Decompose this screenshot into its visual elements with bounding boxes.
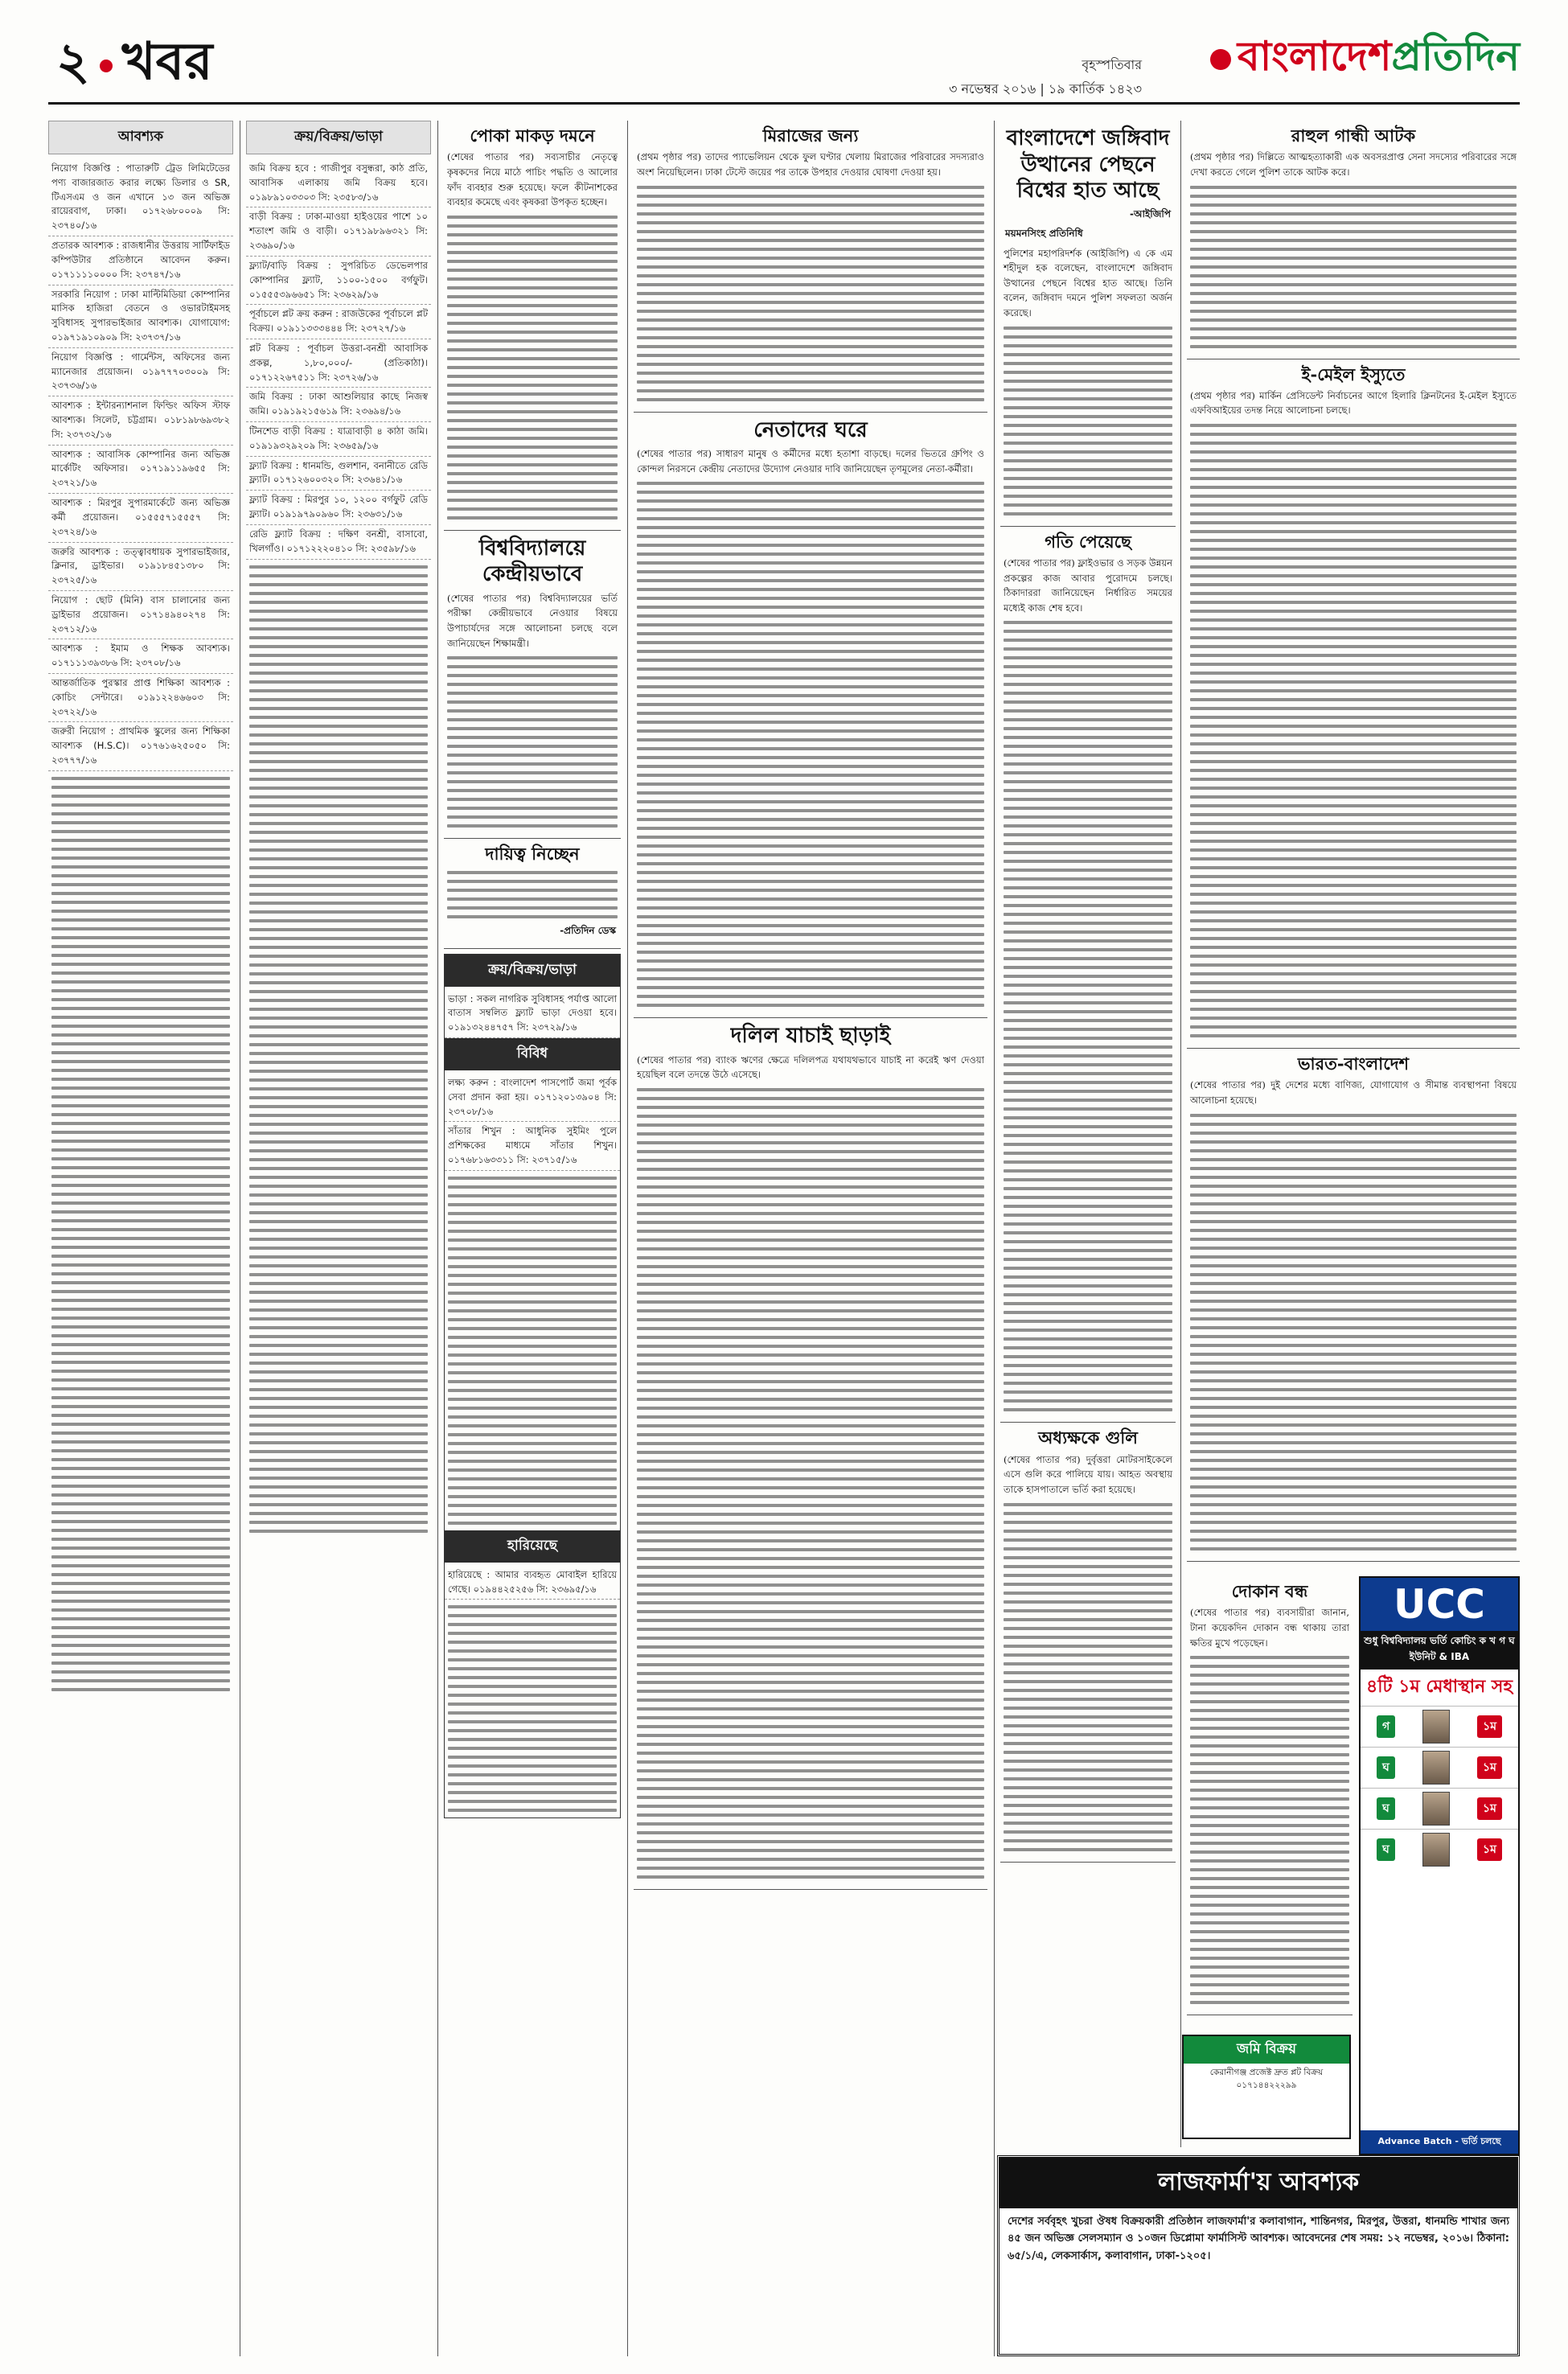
text-filler <box>445 1177 620 1525</box>
ucc-unit-label: গ <box>1377 1715 1395 1738</box>
ucc-highlight: ৪টি ১ম মেধাস্থান সহ <box>1365 1677 1513 1697</box>
text-filler <box>634 482 987 1007</box>
lazz-pharma-ad <box>997 2155 1520 2356</box>
classified-ad: আবশ্যক : আবাসিক কোম্পানির জন্য অভিজ্ঞ মার্কেটিং অফিসার। ০১৭১৯১১৯৬৫৫ সি: ২৩৭২১/১৬ <box>48 446 233 494</box>
headline: মিরাজের জন্য <box>762 125 859 146</box>
classified-ad: আবশ্যক : ইন্টারন্যাশনাল ফিল্ডিং অফিস স্টাফ আবশ্যক। সিলেট, চট্টগ্রাম। ০১৮১৯৮৬৯৩৮২ সি: ২৩৭৩২/১৬ <box>48 396 233 445</box>
student-photo <box>1422 1751 1450 1785</box>
classified-ad: জমি বিক্রয় হবে : গাজীপুর বসুন্ধরা, কাঠ প্রতি, আবাসিক এলাকায় জমি বিক্রয় হবে। ০১৯৮৯১০৩৩০৩ সি: ২৩৫৮৩/১৬ <box>246 159 431 207</box>
classified-ad: হারিয়েছে : আমার ব্যবহৃত মোবাইল হারিয়ে গেছে। ০১৯৪৪২৫২৫৬ সি: ২৩৬৯৫/১৬ <box>445 1566 620 1600</box>
ucc-result-row <box>1361 1747 1518 1788</box>
classified-ad: নিয়োগ : ছোট (মিনি) বাস চালানোর জন্য ড্রাইভার প্রয়োজন। ০১৭১৪৯৪০২৭৪ সি: ২৩৭১২/১৬ <box>48 591 233 639</box>
classified-ad: ভাড়া : সকল নাগরিক সুবিধাসহ পর্যাপ্ত আলো বাতাস সম্বলিত ফ্ল্যাট ভাড়া দেওয়া হবে। ০১৯১৩২৪৪৭৫৭ সি: ২৩৭২৯/১৬ <box>445 990 620 1038</box>
story-igp <box>1000 125 1176 527</box>
classified-ad: লক্ষ্য করুন : বাংলাদেশ পাসপোর্ট জমা পূর্বক সেবা প্রদান করা হয়। ০১৭১২০১৩৯০৪ সি: ২৩৭০৮/১৬ <box>445 1074 620 1122</box>
ucc-unit-label: ঘ <box>1377 1756 1395 1779</box>
misc-heading-misc: বিবিধ <box>445 1038 620 1070</box>
news-column-3 <box>1000 121 1176 2147</box>
classified-ad: টিনশেড বাড়ী বিক্রয় : যাত্রাবাড়ী ৪ কাঠা জমি। ০১৯১৯৩২৯২০৯ সি: ২৩৬৫৯/১৬ <box>246 422 431 457</box>
news-column-4 <box>1187 121 1520 1568</box>
student-photo <box>1422 1710 1450 1744</box>
text-filler <box>634 1088 987 1879</box>
page-number <box>56 23 212 109</box>
news-column-1 <box>444 121 621 2356</box>
ucc-position-label: ১ম <box>1477 1715 1502 1738</box>
story-body: (প্রথম পৃষ্ঠার পর) তাদের প্যাভেলিয়ন থেকে ফুল ঘণ্টার খেলায় মিরাজের পরিবারের সদস্যরাও অংশ নিয়েছিলেন। ঢাকা টেস্টে জয়ের পর তাকে উপহার দেওয়ার ঘোষণা দেওয়া হয়। <box>637 151 984 178</box>
headline: ভারত-বাংলাদেশ <box>1297 1054 1410 1074</box>
story-university <box>444 536 621 840</box>
land-ad-heading: জমি বিক্রয় <box>1184 2036 1349 2064</box>
bullet-icon <box>100 60 113 72</box>
story-shop-closed <box>1187 1581 1353 2015</box>
classified-ad: সরকারি নিয়োগ : ঢাকা মাল্টিমিডিয়া কোম্পানির মাসিক হাজিরা বেতনে ও ওভারটাইমসহ সুবিধাসহ সুপারভাইজার আবশ্যক। যোগাযোগ: ০১৯৭১৯১০৯০৯ সি: ২৩৭৩৭/১৬ <box>48 285 233 348</box>
story-body: (শেষের পাতার পর) বিশ্ববিদ্যালয়ের ভর্তি পরীক্ষা কেন্দ্রীয়ভাবে নেওয়ার বিষয়ে উপাচার্যদের সঙ্গে আলোচনা চলছে বলে জানিয়েছেন শিক্ষামন্ত্রী। <box>447 592 618 649</box>
headline: পোকা মাকড় দমনে <box>470 125 595 146</box>
classified-ad: ফ্ল্যাট বিক্রয় : ধানমন্ডি, গুলশান, বনানীতে রেডি ফ্ল্যাট। ০১৭১২৬০০৩২০ সি: ২৩৬৪১/১৬ <box>246 457 431 491</box>
story-body: (প্রথম পৃষ্ঠার পর) দিল্লিতে আত্মহত্যাকারী এক অবসরপ্রাপ্ত সেনা সদস্যের পরিবারের সঙ্গে দেখা করতে গেলে পুলিশ তাকে আটক করে। <box>1190 151 1517 178</box>
story-body: (শেষের পাতার পর) ব্যাংক ঋণের ক্ষেত্রে দলিলপত্র যথাযথভাবে যাচাই না করেই ঋণ দেওয়া হয়েছিল বলে তদন্তে উঠে এসেছে। <box>637 1054 984 1081</box>
text-filler <box>1187 186 1520 348</box>
lazz-ad-text: দেশের সর্ববৃহৎ খুচরা ঔষধ বিক্রয়কারী প্রতিষ্ঠান লাজফার্মা'র কলাবাগান, শান্তিনগর, মিরপুর, উত্তরা, ধানমন্ডি শাখার জন্য ৪৫ জন অভিজ্ঞ সেলসম্যান ও ১০জন ডিপ্লোমা ফার্মাসিস্ট আবশ্যক। আবেদনের শেষ সময়: ১২ নভেম্বর, ২০১৬। ঠিকানা: ৬৫/১/এ, লেকসার্কাস, কলাবাগান, ঢাকা-১২০৫। <box>1008 2216 1509 2262</box>
classified-ad: নিয়োগ বিজ্ঞপ্তি : গার্মেন্টস, অফিসের জন্য ম্যানেজার প্রয়োজন। ০১৯৭৭৭০৩০০৯ সি: ২৩৭৩৬/১৬ <box>48 348 233 396</box>
story-rahul <box>1187 125 1520 359</box>
section-name: খবর <box>121 31 213 92</box>
text-filler <box>1187 424 1520 1037</box>
classifieds-misc-box <box>444 954 621 1819</box>
story-body: পুলিশের মহাপরিদর্শক (আইজিপি) এ কে এম শহীদুল হক বলেছেন, বাংলাদেশে জঙ্গিবাদ উত্থানের পেছনে বিশ্বের হাত আছে। তিনি বলেন, জঙ্গিবাদ দমনে পুলিশ সফলতা অর্জন করেছে। <box>1004 247 1172 318</box>
classifieds-jobs-column <box>48 121 233 2356</box>
story-email <box>1187 364 1520 1049</box>
sale-heading: ক্রয়/বিক্রয়/ভাড়া <box>246 121 431 154</box>
land-sale-ad <box>1182 2035 1351 2139</box>
jobs-heading: আবশ্যক <box>48 121 233 154</box>
story-leaders <box>634 417 987 1019</box>
story-body: (শেষের পাতার পর) দুই দেশের মধ্যে বাণিজ্য, যোগাযোগ ও সীমান্ত ব্যবস্থাপনা বিষয়ে আলোচনা হয়েছে। <box>1190 1079 1517 1106</box>
text-filler <box>246 565 431 1533</box>
classified-ad: প্রতারক আবশ্যক : রাজধানীর উত্তরায় সার্টিফাইড কম্পিউটার প্রতিষ্ঠানে আবেদন করুন। ০১৭১১১১০০০০ সি: ২৩৭৪৭/১৬ <box>48 236 233 285</box>
classified-ad: জরুরি আবশ্যক : তত্ত্বাবধায়ক সুপারভাইজার, ক্লিনার, ড্রাইভার। ০১৯১৮৪৫১৩৮০ সি: ২৩৭২৫/১৬ <box>48 543 233 591</box>
ucc-unit-label: ঘ <box>1377 1797 1395 1820</box>
logo-globe-icon <box>1210 49 1231 70</box>
story-body: (শেষের পাতার পর) সব্যসাচীর নেতৃত্বে কৃষকদের নিয়ে মাঠে পাচিং পদ্ধতি ও আলোর ফাঁদ ব্যবহার শুরু হয়েছে। ফলে কীটনাশকের ব্যবহার কমেছে এবং কৃষকরা উপকৃত হচ্ছেন। <box>447 151 618 208</box>
text-filler <box>48 777 233 1691</box>
misc-heading-rent: ক্রয়/বিক্রয়/ভাড়া <box>445 955 620 987</box>
student-photo <box>1422 1833 1450 1867</box>
story-body: (প্রথম পৃষ্ঠার পর) মার্কিন প্রেসিডেন্ট নির্বাচনের আগে হিলারি ক্লিনটনের ই-মেইল ইস্যুতে এফবিআইয়ের তদন্ত নিয়ে আলোচনা চলছে। <box>1190 389 1517 417</box>
student-photo <box>1422 1792 1450 1826</box>
text-filler <box>634 186 987 401</box>
classified-ad: আবশ্যক : ইমাম ও শিক্ষক আবশ্যক। ০১৭১১১৩৯৩৮৬ সি: ২৩৭০৮/১৬ <box>48 639 233 674</box>
issue-day: বৃহস্পতিবার <box>1082 57 1142 72</box>
classified-ad: জমি বিক্রয় : ঢাকা আশুলিয়ার কাছে নিজস্ব জমি। ০১৯১৯২১৫৬১৯ সি: ২৩৬৯৪/১৬ <box>246 388 431 422</box>
dateline: ময়মনসিংহ প্রতিনিধি <box>1005 227 1083 239</box>
story-principal <box>1000 1427 1176 1862</box>
column-divider <box>437 121 438 2356</box>
ucc-unit-label: ঘ <box>1377 1838 1395 1861</box>
story-body: (শেষের পাতার পর) সাধারণ মানুষ ও কর্মীদের মধ্যে হতাশা বাড়ছে। দলের ভিতরে গ্রুপিং ও কোন্দল নিরসনে কেন্দ্রীয় নেতাদের উদ্যোগ নেওয়ার দাবি জানিয়েছেন তৃণমূলের নেতা-কর্মীরা। <box>637 448 984 474</box>
ucc-result-row <box>1361 1788 1518 1829</box>
headline: নেতাদের ঘরে <box>753 417 868 442</box>
news-column-2 <box>634 121 987 2356</box>
headline: দলিল যাচাই ছাড়াই <box>730 1024 891 1049</box>
ucc-result-row <box>1361 1706 1518 1747</box>
issue-date: ৩ নভেম্বর ২০১৬ | ১৯ কার্তিক ১৪২৩ <box>949 81 1142 97</box>
headline: অধ্যক্ষকে গুলি <box>1038 1427 1138 1448</box>
column-divider <box>1180 121 1181 2147</box>
classified-ad: আন্তর্জাতিক পুরস্কার প্রাপ্ত শিক্ষিকা আবশ্যক : কোচিং সেন্টারে। ০১৯১২২৪৬৬০৩ সি: ২৩৭২২/১৬ <box>48 674 233 722</box>
classified-ad: রেডি ফ্ল্যাট বিক্রয় : দক্ষিণ বনশ্রী, বাসাবো, খিলগাঁও। ০১৭১২২২০৪১০ সি: ২৩৫৯৮/১৬ <box>246 525 431 560</box>
column-divider <box>627 121 628 2356</box>
headline: দায়িত্ব নিচ্ছেন <box>485 844 580 865</box>
headline: গতি পেয়েছে <box>1045 531 1131 552</box>
ucc-result-row <box>1361 1829 1518 1870</box>
ucc-logo: UCC <box>1361 1578 1518 1631</box>
text-filler <box>444 656 621 828</box>
text-filler <box>1000 1503 1176 1851</box>
classified-ad: জরুরী নিয়োগ : প্রাথমিক স্কুলের জন্য শিক্ষিকা আবশ্যক (H.S.C)। ০১৭৬১৬২৫০৫০ সি: ২৩৭৭৭/১৬ <box>48 722 233 770</box>
headline: বিশ্ববিদ্যালয়ে কেন্দ্রীয়ভাবে <box>478 536 586 587</box>
story-body: (শেষের পাতার পর) ব্যবসায়ীরা জানান, টানা কয়েকদিন দোকান বন্ধ থাকায় তারা ক্ষতির মুখে পড়েছেন। <box>1190 1607 1349 1649</box>
classified-ad: আবশ্যক : মিরপুর সুপারমার্কেটে জন্য অভিজ্ঞ কর্মী প্রয়োজন। ০১৫৫৫৭১৫৫৫৭ সি: ২৩৭২৪/১৬ <box>48 494 233 542</box>
classified-ad: বাড়ী বিক্রয় : ঢাকা-মাওয়া হাইওয়ের পাশে ১০ শতাংশ জমি ও বাড়ী। ০১৭১৯৮৯৬৩২১ সি: ২৩৬৯০/১৬ <box>246 207 431 256</box>
story-responsibility <box>444 844 621 948</box>
logo-text-part2: প্রতিদিন <box>1391 31 1520 80</box>
ucc-footer: Advance Batch - ভর্তি চলছে <box>1361 2130 1518 2154</box>
story-pest-control <box>444 125 621 531</box>
text-filler <box>1000 621 1176 1411</box>
news-column-5 <box>1187 1576 1353 2027</box>
headline: ই-মেইল ইস্যুতে <box>1301 363 1406 384</box>
text-filler <box>1187 1114 1520 1550</box>
text-filler <box>1187 1656 1353 2004</box>
text-filler <box>1000 327 1176 515</box>
story-india-bangladesh <box>1187 1054 1520 1562</box>
misc-heading-lost: হারিয়েছে <box>445 1530 620 1563</box>
headline: দোকান বন্ধ <box>1231 1581 1308 1601</box>
sale-ad-list <box>246 159 431 560</box>
column-divider <box>994 121 995 2356</box>
classified-ad: ফ্ল্যাট বিক্রয় : মিরপুর ১০, ১২০০ বর্গফুট রেডি ফ্ল্যাট। ০১৯১৯৭৯০৯৬০ সি: ২৩৬৩১/১৬ <box>246 491 431 525</box>
story-body: (শেষের পাতার পর) দুর্বৃত্তরা মোটরসাইকেলে এসে গুলি করে পালিয়ে যায়। আহত অবস্থায় তাকে হাসপাতালে ভর্তি করা হয়েছে। <box>1004 1453 1172 1495</box>
classifieds-sale-column <box>246 121 431 2356</box>
story-miraj <box>634 125 987 413</box>
ucc-tagline: শুধু বিশ্ববিদ্যালয় ভর্তি কোচিং ক খ গ ঘ ইউনিট & IBA <box>1361 1631 1518 1670</box>
logo-text-part1: বাংলাদেশ <box>1237 31 1392 80</box>
headline: বাংলাদেশে জঙ্গিবাদ উত্থানের পেছনে বিশ্বের হাত আছে <box>1006 126 1170 203</box>
land-ad-text: কেরানীগঞ্জ প্রজেক্ট দ্রুত প্লট বিক্রয় ০১৭১৪৪২২২৯৯ <box>1209 2068 1324 2090</box>
classified-ad: ফ্ল্যাট/বাড়ি বিক্রয় : সুপরিচিত ডেভেলপার কোম্পানির ফ্ল্যাট, ১১০০-১৫০০ বর্গফুট। ০১৫৫৫৩৯৬৬৫১ সি: ২৩৬২৯/১৬ <box>246 257 431 305</box>
text-filler <box>445 1605 620 1812</box>
jobs-ad-list <box>48 159 233 771</box>
ucc-position-label: ১ম <box>1477 1797 1502 1820</box>
newspaper-logo <box>1210 27 1520 92</box>
byline: -আইজিপি <box>1130 207 1171 220</box>
ucc-position-label: ১ম <box>1477 1838 1502 1861</box>
text-filler <box>444 216 621 520</box>
classified-ad: নিয়োগ বিজ্ঞপ্তি : পাতারুটি ট্রেড লিমিটেডের পণ্য বাজারজাত করার লক্ষ্যে ডিলার ও SR, টিএসএম ও জন এখানে ১৩ জন অভিজ্ঞ রায়েরবাগ, ঢাকা। ০১৭২৬৮০০০৯ সি: ২৩৭৪০/১৬ <box>48 159 233 236</box>
page-number-label: ২ <box>56 31 90 92</box>
lazz-ad-heading: লাজফার্মা'য় আবশ্যক <box>999 2158 1517 2208</box>
classified-ad: প্লট বিক্রয় : পূর্বাচল উত্তরা-বনশ্রী আবাসিক প্রকল্প, ১,৮০,০০০/- (প্রতিকাঠা)। ০১৭১২২৬৭৫১১ সি: ২৩৭২৬/১৬ <box>246 339 431 388</box>
byline: -প্রতিদিন ডেস্ক <box>560 924 616 936</box>
classified-ad: পূর্বাচলে প্লট ক্রয় করুন : রাজউকের পূর্বাচলে প্লট বিক্রয়। ০১৯১১৩৩৩৪৪৪ সি: ২৩৭২৭/১৬ <box>246 305 431 339</box>
story-document <box>634 1023 987 1890</box>
headline: রাহুল গান্ধী আটক <box>1291 125 1416 146</box>
story-body: (শেষের পাতার পর) ফ্লাইওভার ও সড়ক উন্নয়ন প্রকল্পের কাজ আবার পুরোদমে চলছে। ঠিকাদাররা জানিয়েছেন নির্ধারিত সময়ের মধ্যেই কাজ শেষ হবে। <box>1004 557 1172 614</box>
masthead <box>48 16 1520 105</box>
classified-ad: সাঁতার শিখুন : আধুনিক সুইমিং পুলে প্রশিক্ষকের মাধ্যমে সাঁতার শিখুন। ০১৭৬৮১৬৩৩১১ সি: ২৩৭১৫/১৬ <box>445 1122 620 1170</box>
ucc-position-label: ১ম <box>1477 1756 1502 1779</box>
text-filler <box>444 871 621 918</box>
ucc-coaching-ad <box>1359 1576 1520 2155</box>
story-speed <box>1000 532 1176 1423</box>
